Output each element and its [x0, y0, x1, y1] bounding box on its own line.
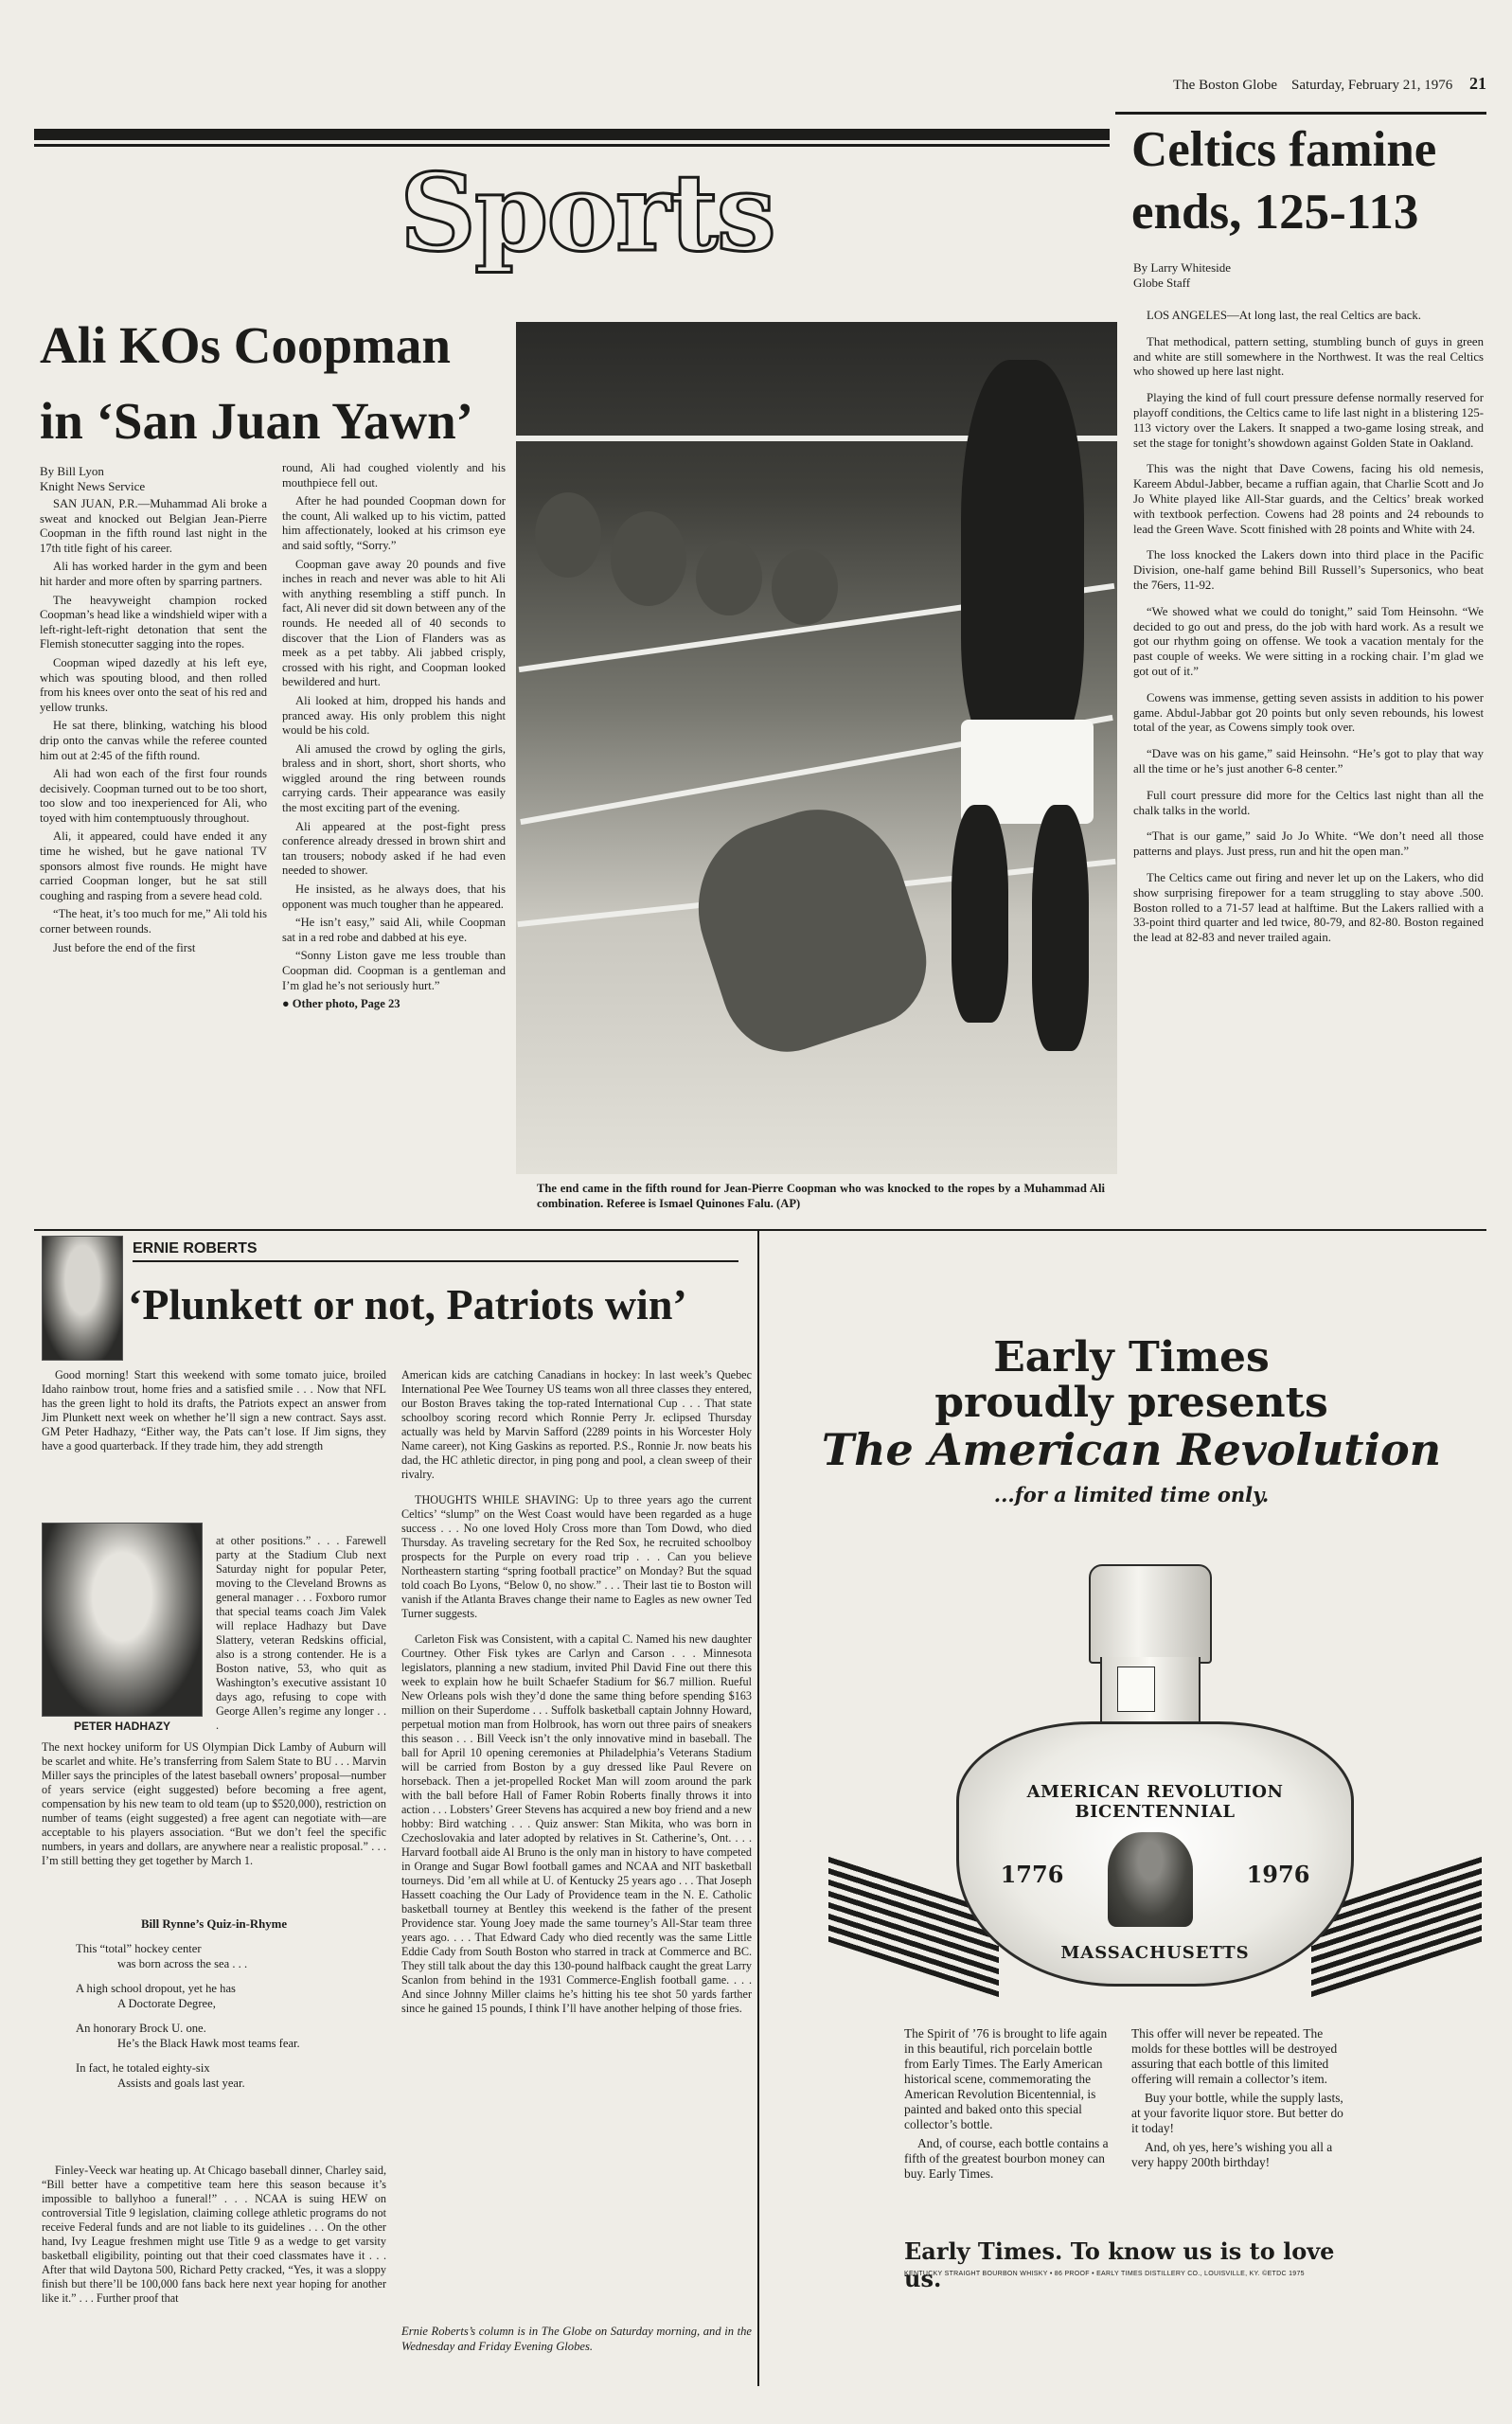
ad-subhead: ...for a limited time only.	[993, 1483, 1270, 1506]
column-paragraph: at other positions.” . . . Farewell party at the Stadium Club next Saturday night for popular Peter, moving to the Cleveland Browns as general manager . . . Foxboro rumor that special teams coach Jim Valek will replace Hadhazy but Dave Slattery, veteran Redskins official, also is a strong contender. He is a Boston native, 53, who quit as Washington’s executive assistant 10 days ago, refusing to cope with George Allen’s regime any longer . . .	[216, 1534, 386, 1732]
quiz-stanza	[42, 1981, 386, 2011]
celtics-column	[1133, 309, 1484, 957]
ali-headline-line1: Ali KOs Coopman	[40, 316, 451, 374]
ali-paragraph: Coopman gave away 20 pounds and five inches in reach and never was able to hit Ali with anything resembling a stiff punch. In fact, Ali never did sit down between any of the rounds. He needed all of 40 seconds to discover that the Lion of Flanders was as meek as a pet tabby. Ali jabbed crisply, crossed with his right, and Coopman looked bewildered and hurt.	[282, 557, 506, 689]
column-intro	[42, 1368, 386, 1457]
column-bottom	[42, 2164, 386, 2309]
ali-service: Knight News Service	[40, 479, 146, 493]
bottle-state: MASSACHUSETTS	[1060, 1943, 1250, 1963]
celtics-paragraph: Full court pressure did more for the Celtics last night than all the chalk talks in the world.	[1133, 788, 1484, 817]
top-rule	[34, 129, 1110, 140]
crowd-figure	[611, 511, 686, 606]
ad-copy-right	[1131, 2026, 1344, 2174]
issue-date: Saturday, February 21, 1976	[1291, 78, 1453, 93]
celtics-paragraph: Playing the kind of full court pressure defense normally reserved for playoff conditions, the Celtics came to life last night in a blistering 125-113 victory over the Lakers. It snapped a two-game losing streak, and set the stage for tonight’s showdown against Golden State in Oakland.	[1133, 391, 1484, 450]
boxing-photo	[516, 322, 1117, 1174]
ali-paragraph: The heavyweight champion rocked Coopman’s head like a windshield wiper with a left-right-left-right detonation that sent the Flemish stonecutter sagging into the ropes.	[40, 593, 267, 651]
column-headline: ‘Plunkett or not, Patriots win’	[128, 1280, 687, 1328]
boxer-leg	[1032, 805, 1089, 1051]
quiz-stanza	[42, 2021, 386, 2051]
celtics-headline-line1: Celtics famine	[1131, 122, 1437, 177]
quiz-line: This “total” hockey center	[76, 1942, 202, 1955]
top-rule-thin	[34, 144, 1110, 147]
bottle-year-right: 1976	[1246, 1861, 1310, 1888]
standing-boxer	[961, 360, 1084, 758]
column-wraparound	[216, 1534, 386, 1737]
page-number: 21	[1469, 74, 1486, 93]
celtics-paragraph: That methodical, pattern setting, stumbling bunch of guys in green and white are still somewhere in the Northwest. It was the real Celtics who showed up here last night.	[1133, 334, 1484, 379]
celtics-paragraph: “We showed what we could do tonight,” said Tom Heinsohn. “We decided to go out and press, do the job with hard work. As a result we got our rhythm going on offense. We took a vacation mentaly for the past couple of weeks. We were sitting in a rocking chair. I’m glad we got out of it.”	[1133, 604, 1484, 678]
quiz-title: Bill Rynne’s Quiz-in-Rhyme	[140, 1917, 288, 1931]
ad-paragraph: And, oh yes, here’s wishing you all a very happy 200th birthday!	[1131, 2140, 1333, 2169]
column-continued	[42, 1740, 386, 1872]
ali-author: By Bill Lyon	[40, 464, 104, 478]
ali-paragraph: “He isn’t easy,” said Ali, while Coopman sat in a red robe and dabbed at his eye.	[282, 916, 506, 944]
celtics-paragraph: This was the night that Dave Cowens, facing his old nemesis, Kareem Abdul-Jabber, became a ruffian again, that Charlie Scott and Jo Jo White played like All-Star guards, and the Celtics’ break worked with textbook perfection. Cowens had 28 points and 24 rebounds to lead the Green Wave. Scott finished with 28 points and White with 24.	[1133, 462, 1484, 536]
ad-copy-left	[904, 2026, 1112, 2185]
crowd-figure	[772, 549, 838, 625]
columnist-photo	[42, 1236, 123, 1361]
ad-divider	[757, 1231, 759, 2386]
ali-column-2	[282, 461, 506, 1016]
ali-paragraph: SAN JUAN, P.R.—Muhammad Ali broke a sweat and knocked out Belgian Jean-Pierre Coopman in the fifth round last night in the 17th title fight of his career.	[40, 497, 267, 555]
column-second	[401, 1368, 752, 2020]
column-paragraph: American kids are catching Canadians in hockey: In last week’s Quebec International Pee Wee Tourney US teams won all three classes they entered, our Boston Braves taking the top-rated International Cup . . . That state schoolboy scoring record which Ronnie Perry Jr. eclipsed Thursday actually was held by Marvin Safford (2289 points in his Worcester Holy Name career), not King Gaskins as reported. P.S., Ronnie Jr. now beats his dad, the HC athletic director, in ping pong and pool, a clean sweep of their rivalry.	[401, 1368, 752, 1481]
bottle-arch-text: AMERICAN REVOLUTION BICENTENNIAL	[1026, 1782, 1284, 1822]
ali-headline	[40, 308, 513, 459]
ali-paragraph: Coopman wiped dazedly at his left eye, which was spouting blood, and then rolled from his knees over onto the seat of his red and yellow trunks.	[40, 655, 267, 714]
ali-byline	[40, 464, 267, 494]
ali-paragraph: Just before the end of the first	[53, 940, 196, 954]
column-paragraph: The next hockey uniform for US Olympian Dick Lamby of Auburn will be scarlet and white. He’s transferring from Salem State to BU . . . Marvin Miller says the principles of the latest baseball owners’ proposal—number of years service (eight suggested) before becoming a free agent, compensation by his new team to old team (up to $520,000), restriction on number of teams (eight suggested) a free agent can negotiate with—are acceptable to his players association. “But we don’t feel the specific numbers, in years and dollars, are anywhere near a realistic proposal.” . . . I’m still betting they get together by March 1.	[42, 1740, 386, 1867]
ali-paragraph: After he had pounded Coopman down for the count, Ali walked up to his victim, patted him affectionately, looked at his crimson eye and said softly, “Sorry.”	[282, 494, 506, 552]
celtics-headline-line2: ends, 125-113	[1131, 185, 1419, 240]
quiz-line: was born across the sea . . .	[117, 1957, 248, 1970]
fallen-boxer	[675, 788, 943, 1068]
hadhazy-photo-label: PETER HADHAZY	[73, 1720, 170, 1733]
celtics-paragraph: The loss knocked the Lakers down into third place in the Pacific Division, one-half game behind Bill Russell’s Supersonics, who beat the 76ers, 11-92.	[1133, 548, 1484, 592]
quiz-line: An honorary Brock U. one.	[76, 2022, 206, 2035]
ad-headline-line3: The American Revolution	[821, 1424, 1442, 1475]
celtics-paragraph: The Celtics came out firing and never let up on the Lakers, who did show surprising firepower for a team struggling to stay above .500. Boston rolled to a 71-57 lead at halftime. But the Lakers rallied with a 33-point third quarter and led twice, 80-79, and 82-80. Boston regained the lead at 82-83 and never trailed again.	[1133, 870, 1484, 945]
other-photo-reference: ● Other photo, Page 23	[282, 997, 400, 1011]
masthead	[1089, 74, 1486, 94]
ad-paragraph: And, of course, each bottle contains a fifth of the greatest bourbon money can buy. Early Times.	[904, 2136, 1109, 2181]
photo-caption: The end came in the fifth round for Jean-Pierre Coopman who was knocked to the ropes by a Muhammad Ali combination. Referee is Ismael Quinones Falu. (AP)	[537, 1182, 1105, 1210]
ad-fine-print: KENTUCKY STRAIGHT BOURBON WHISKY • 86 PROOF • EARLY TIMES DISTILLERY CO., LOUISVILLE, KY. ©ETDC 1975	[904, 2271, 1305, 2277]
crowd-figure	[535, 492, 601, 578]
quiz-line: Assists and goals last year.	[117, 2076, 245, 2090]
ad-headline-line2: proudly presents	[934, 1379, 1328, 1427]
ali-paragraph: Ali looked at him, dropped his hands and pranced away. His only problem this night would be his cold.	[282, 693, 506, 738]
celtics-headline	[1131, 118, 1486, 243]
bottle-year-left: 1776	[1000, 1861, 1064, 1888]
ali-paragraph: “The heat, it’s too much for me,” Ali told his corner between rounds.	[40, 907, 267, 936]
celtics-paragraph: Cowens was immense, getting seven assists in addition to his power game. Abdul-Jabbar got 20 points but only seven rebounds, his lowest total of the year, as Cowens simply took over.	[1133, 690, 1484, 735]
ad-paragraph: The Spirit of ’76 is brought to life again in this beautiful, rich porcelain bottle from Early Times. The Early American historical scene, commemorating the American Revolution Bicentennial, is painted and baked onto this special collector’s bottle.	[904, 2026, 1108, 2131]
ad-tagline: Early Times. To know us is to love us.	[904, 2237, 1335, 2292]
ali-column-1	[40, 497, 267, 959]
celtics-paragraph: LOS ANGELES—At long last, the real Celtics are back.	[1147, 309, 1421, 322]
ad-paragraph: This offer will never be repeated. The molds for these bottles will be destroyed assuring that each bottle of this limited offering will remain a collector’s item.	[1131, 2026, 1338, 2086]
celtics-paragraph: “That is our game,” said Jo Jo White. “We don’t need all those patterns and plays. Just press, run and hit the open man.”	[1133, 829, 1484, 859]
quiz-line: In fact, he totaled eighty-six	[76, 2061, 210, 2075]
quiz-line: A Doctorate Degree,	[117, 1997, 216, 2010]
celtics-staff: Globe Staff	[1133, 276, 1191, 290]
bottle-neck-label	[1117, 1666, 1155, 1712]
column-paragraph: THOUGHTS WHILE SHAVING: Up to three years ago the current Celtics’ “slump” on the West Coast would have been regarded as a huge success . . . No one loved Holy Cross more than Tom Dowd, who died Thursday. As traveling secretary for the Red Sox, he recruited schoolboy prospects for the Purple on every road trip . . . Can you believe Northeastern starting “spring football practice” on Monday? But the squad told coach Bo Lyons, “Below 0, no show.” . . . Their last tie to Boston will vanish if the Atlanta Braves change their name to Eagles as new owner Ted Turner suggests.	[401, 1493, 752, 1620]
ad-headline-line1: Early Times	[993, 1333, 1270, 1381]
celtics-paragraph: “Dave was on his game,” said Heinsohn. “He’s got to play that way all the time or he’s just another 6-8 center.”	[1133, 747, 1484, 775]
quiz-line: He’s the Black Hawk most teams fear.	[117, 2037, 300, 2050]
ali-paragraph: Ali had won each of the first four rounds decisively. Coopman turned out to be too short, too slow and too inexperienced for Ali, who toyed with him contemptuously throughout.	[40, 767, 267, 825]
columnist-name: ERNIE ROBERTS	[133, 1240, 738, 1262]
ali-paragraph: round, Ali had coughed violently and his mouthpiece fell out.	[282, 461, 506, 490]
ali-paragraph: He insisted, as he always does, that his opponent was much tougher than he appeared.	[282, 882, 506, 911]
quiz-line: A high school dropout, yet he has	[76, 1982, 236, 1995]
ad-headline	[800, 1335, 1463, 1473]
quiz-stanza	[42, 2060, 386, 2091]
quiz-in-rhyme	[42, 1916, 386, 2100]
ali-paragraph: Ali has worked harder in the gym and been hit harder and more often by sparring partners.	[40, 560, 267, 588]
paper-name: The Boston Globe	[1173, 78, 1277, 93]
celtics-byline	[1133, 260, 1484, 291]
right-rule	[1115, 112, 1486, 115]
ali-paragraph: Ali appeared at the post-fight press conference already dressed in brown shirt and tan trousers; nobody asked if he had even needed to shower.	[282, 819, 506, 878]
celtics-author: By Larry Whiteside	[1133, 260, 1232, 275]
column-footnote: Ernie Roberts’s column is in The Globe on Saturday morning, and in the Wednesday and Friday Evening Globes.	[401, 2325, 752, 2353]
ali-headline-line2: in ‘San Juan Yawn’	[40, 392, 473, 450]
boxer-leg	[952, 805, 1008, 1023]
section-title: Sports	[400, 152, 774, 276]
bottle-cap	[1089, 1564, 1212, 1664]
ali-paragraph: “Sonny Liston gave me less trouble than Coopman did. Coopman is a gentleman and I’m glad he’s not seriously hurt.”	[282, 949, 506, 992]
hadhazy-photo	[42, 1523, 203, 1717]
column-paragraph: Good morning! Start this weekend with some tomato juice, broiled Idaho rainbow trout, home fries and a satisfied smile . . . Now that NFL has the green light to hold its drafts, the Patriots expect an answer from Jim Plunkett next week on whether he’ll sign a new contract. Says asst. GM Peter Hadhazy, “Either way, the Pats can’t lose. If Jim signs, they have a good quarterback. If they trade him, they add strength	[42, 1368, 386, 1453]
ali-paragraph: Ali, it appeared, could have ended it any time he wished, but he gave national TV sponsors almost five rounds. He might have carried Coopman longer, but he sat still coughing and rasping from a severe head cold.	[40, 829, 267, 902]
ali-paragraph: He sat there, blinking, watching his blood drip onto the canvas while the referee counted him out at 2:45 of the fifth round.	[40, 719, 267, 762]
column-paragraph: Finley-Veeck war heating up. At Chicago baseball dinner, Charley said, “Bill better have a competitive team here this season because it’s impossible to ballyhoo a funeral!” . . . NCAA is suing HEW on controversial Title 9 legislation, claiming college athletic programs do not receive Federal funds and are not liable to its guidelines . . . On the other hand, Ivy League freshmen might use Title 9 as a wedge to get varsity basketball eligibility, pointing out that their coed classmates have it . . . After that wild Daytona 500, Richard Petty cracked, “Yes, it was a sloppy finish but there’ll be 100,000 fans back here next year hoping for another like it.” . . . Further proof that	[42, 2164, 386, 2305]
ad-paragraph: Buy your bottle, while the supply lasts, at your favorite liquor store. But better do it today!	[1131, 2091, 1343, 2135]
ali-paragraph: Ali amused the crowd by ogling the girls, braless and in short, short, short shorts, who wiggled around the ring between rounds carrying cards. Their appearance was easily the most exciting part of the evening.	[282, 741, 506, 815]
column-paragraph: Carleton Fisk was Consistent, with a capital C. Named his new daughter Courtney. Other Fisk tykes are Carlyn and Carson . . . Minnesota legislators, planning a new stadium, invited Phil David Fine out there this week to explain how he built Schaefer Stadium for $6.7 million. Rueful New Orleans pols wish they’d done the same thing before spending $163 million on their Superdome . . . Suffolk basketball captain Johnny Howard, perpetual motion man from Holbrook, has worn out three pairs of sneakers this season . . . Bill Veeck isn’t the only innovative mind in baseball. The ball for April 10 opening ceremonies at Philadelphia’s Veterans Stadium will be carried from Boston by a guy dressed like Paul Revere on horseback. Then a jet-propelled Rocket Man will zoom around the park with the ball before Hall of Famer Robin Roberts finally throws it into action . . . Lobsters’ Greer Stevens has acquired a new boy friend and a new hobby: Bird watching . . . Quiz answer: Stan Mikita, who was born in Czechoslovakia and later adopted by relatives in St. Catherine’s, Ont. . . . Harvard football aide Al Bruno is the only man in history to have competed in Orange and Sugar Bowl football games and NCAA and NIT basketball tourneys. Did ’em all while at U. of Kentucky 25 years ago . . . That Joseph Hassett coaching the Our Lady of Providence team in the N. E. Catholic basketball tourney at Bentley this weekend is the father of the present Providence star. Young Joey made the same tourney’s All-Star team three years ago. . . . That Edward Cady who died recently was the same Little Eddie Cady from South Boston who starred in track at Commerce and BC. They still talk about the day this 130-pound halfback caught the great Larry Scanlon from behind in the 1931 Commerce-English football game. . . . And since Johnny Miller claims he’s hitting his tee shot 50 yards farther since he gained 15 pounds, I think I’ll have another helping of those fries.	[401, 1632, 753, 2015]
quiz-stanza	[42, 1941, 386, 1971]
patriot-figure	[1108, 1832, 1193, 1927]
crowd-figure	[696, 540, 762, 615]
